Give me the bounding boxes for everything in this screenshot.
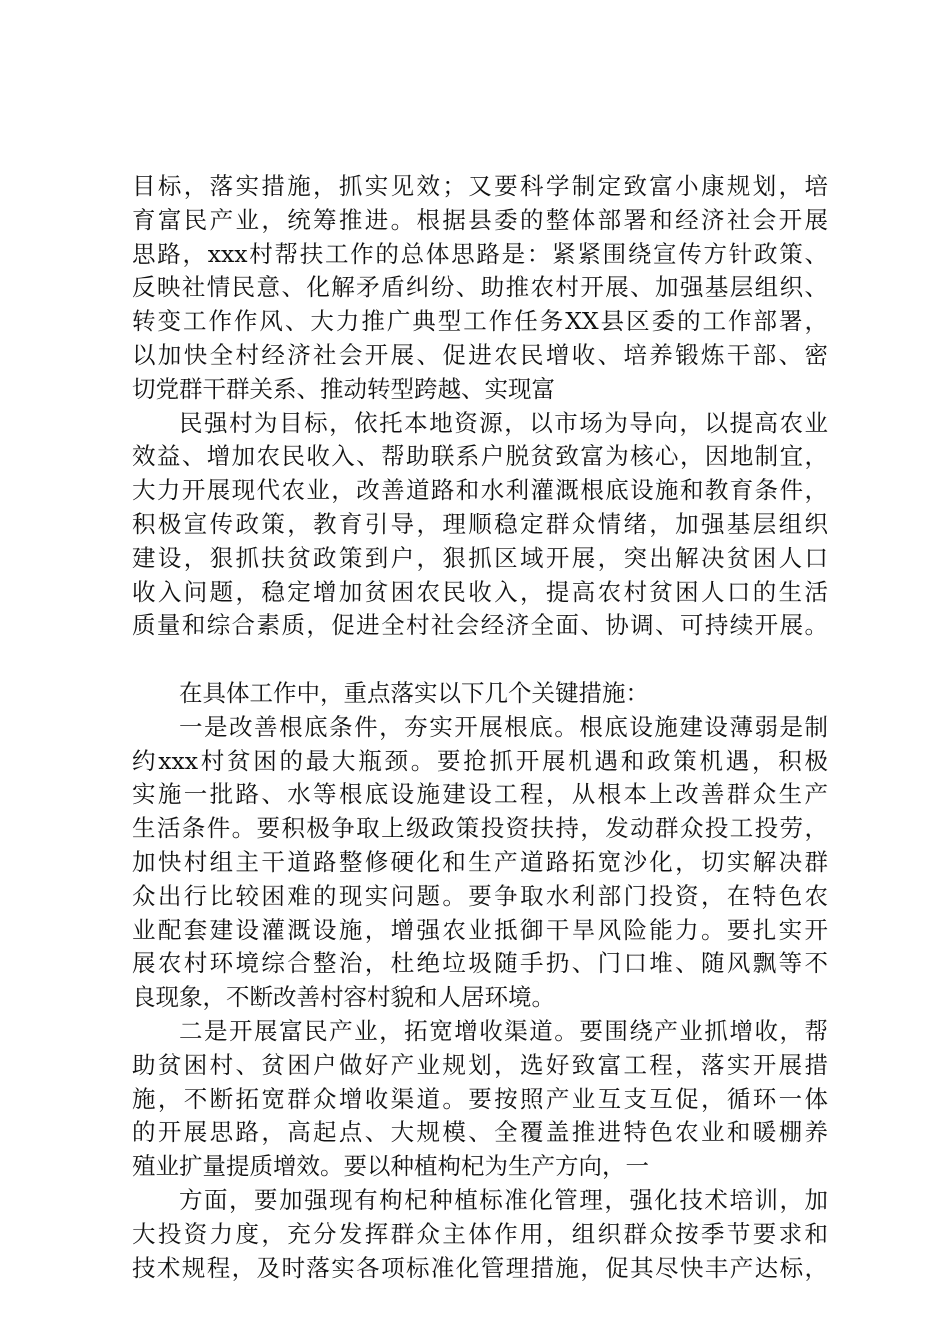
text-line: 殖业扩量提质增效。要以种植枸杞为生产方向，一 (132, 1152, 649, 1181)
text-line: 良现象，不断改善村容村貌和人居环境。 (132, 983, 555, 1012)
text-line: 实施一批路、水等根底设施建设工程，从根本上改善群众生产 (132, 780, 828, 809)
text-line: 业配套建设灌溉设施，增强农业抵御干旱风险能力。要扎实开 (132, 915, 828, 944)
paragraph-gap (132, 643, 828, 677)
text-line: 收入问题，稳定增加贫困农民收入，提高农村贫困人口的生活 (132, 577, 828, 606)
text-line: 助贫困村、贫困户做好产业规划，选好致富工程，落实开展措 (132, 1050, 828, 1079)
text-line: 施，不断拓宽群众增收渠道。要按照产业互支互促，循环一体 (132, 1084, 828, 1113)
document-body (132, 170, 828, 1285)
text-line: 反映社情民意、化解矛盾纠纷、助推农村开展、加强基层组织、 (132, 273, 828, 302)
text-line: 质量和综合素质，促进全村社会经济全面、协调、可持续开展。 (132, 611, 828, 640)
paragraph-1 (132, 170, 828, 407)
paragraph-2 (132, 407, 828, 644)
text-line: 大投资力度，充分发挥群众主体作用，组织群众按季节要求和 (132, 1219, 828, 1248)
text-line: 技术规程，及时落实各项标准化管理措施，促其尽快丰产达标， (132, 1253, 828, 1282)
text-line: 效益、增加农民收入、帮助联系户脱贫致富为核心，因地制宜， (132, 442, 828, 471)
text-line: 展农村环境综合整治，杜绝垃圾随手扔、门口堆、随风飘等不 (132, 949, 828, 978)
paragraph-4 (132, 711, 828, 1015)
paragraph-6 (132, 1184, 828, 1285)
text-line: 积极宣传政策，教育引导，理顺稳定群众情绪，加强基层组织 (132, 509, 828, 538)
text-line: 生活条件。要积极争取上级政策投资扶持，发动群众投工投劳， (132, 814, 828, 843)
text-line: 大力开展现代农业，改善道路和水利灌溉根底设施和教育条件， (132, 476, 828, 505)
paragraph-5 (132, 1015, 828, 1184)
text-line: 约xxx村贫困的最大瓶颈。要抢抓开展机遇和政策机遇，积极 (132, 746, 828, 775)
text-line: 加快村组主干道路整修硬化和生产道路拓宽沙化，切实解决群 (132, 847, 828, 876)
text-line: 切党群干群关系、推动转型跨越、实现富 (132, 374, 555, 403)
text-line: 的开展思路，高起点、大规模、全覆盖推进特色农业和暖棚养 (132, 1118, 828, 1147)
text-line: 思路，xxx村帮扶工作的总体思路是：紧紧围绕宣传方针政策、 (132, 239, 828, 268)
text-line: 众出行比较困难的现实问题。要争取水利部门投资，在特色农 (132, 881, 828, 910)
text-line: 以加快全村经济社会开展、促进农民增收、培养锻炼干部、密 (132, 340, 828, 369)
text-line: 育富民产业，统筹推进。根据县委的整体部署和经济社会开展 (132, 205, 828, 234)
text-line: 一是改善根底条件，夯实开展根底。根底设施建设薄弱是制 (179, 712, 828, 741)
text-line: 转变工作作风、大力推广典型工作任务XX县区委的工作部署， (132, 307, 828, 336)
text-line: 建设，狠抓扶贫政策到户，狠抓区域开展，突出解决贫困人口 (132, 543, 828, 572)
text-line: 二是开展富民产业，拓宽增收渠道。要围绕产业抓增收，帮 (179, 1016, 828, 1045)
text-line: 民强村为目标，依托本地资源，以市场为导向，以提高农业 (179, 408, 828, 437)
text-line: 方面，要加强现有枸杞种植标准化管理，强化技术培训，加 (179, 1185, 828, 1214)
text-line: 目标，落实措施，抓实见效；又要科学制定致富小康规划，培 (132, 172, 828, 200)
text-line: 在具体工作中，重点落实以下几个关键措施： (179, 678, 649, 707)
paragraph-3 (132, 677, 828, 711)
